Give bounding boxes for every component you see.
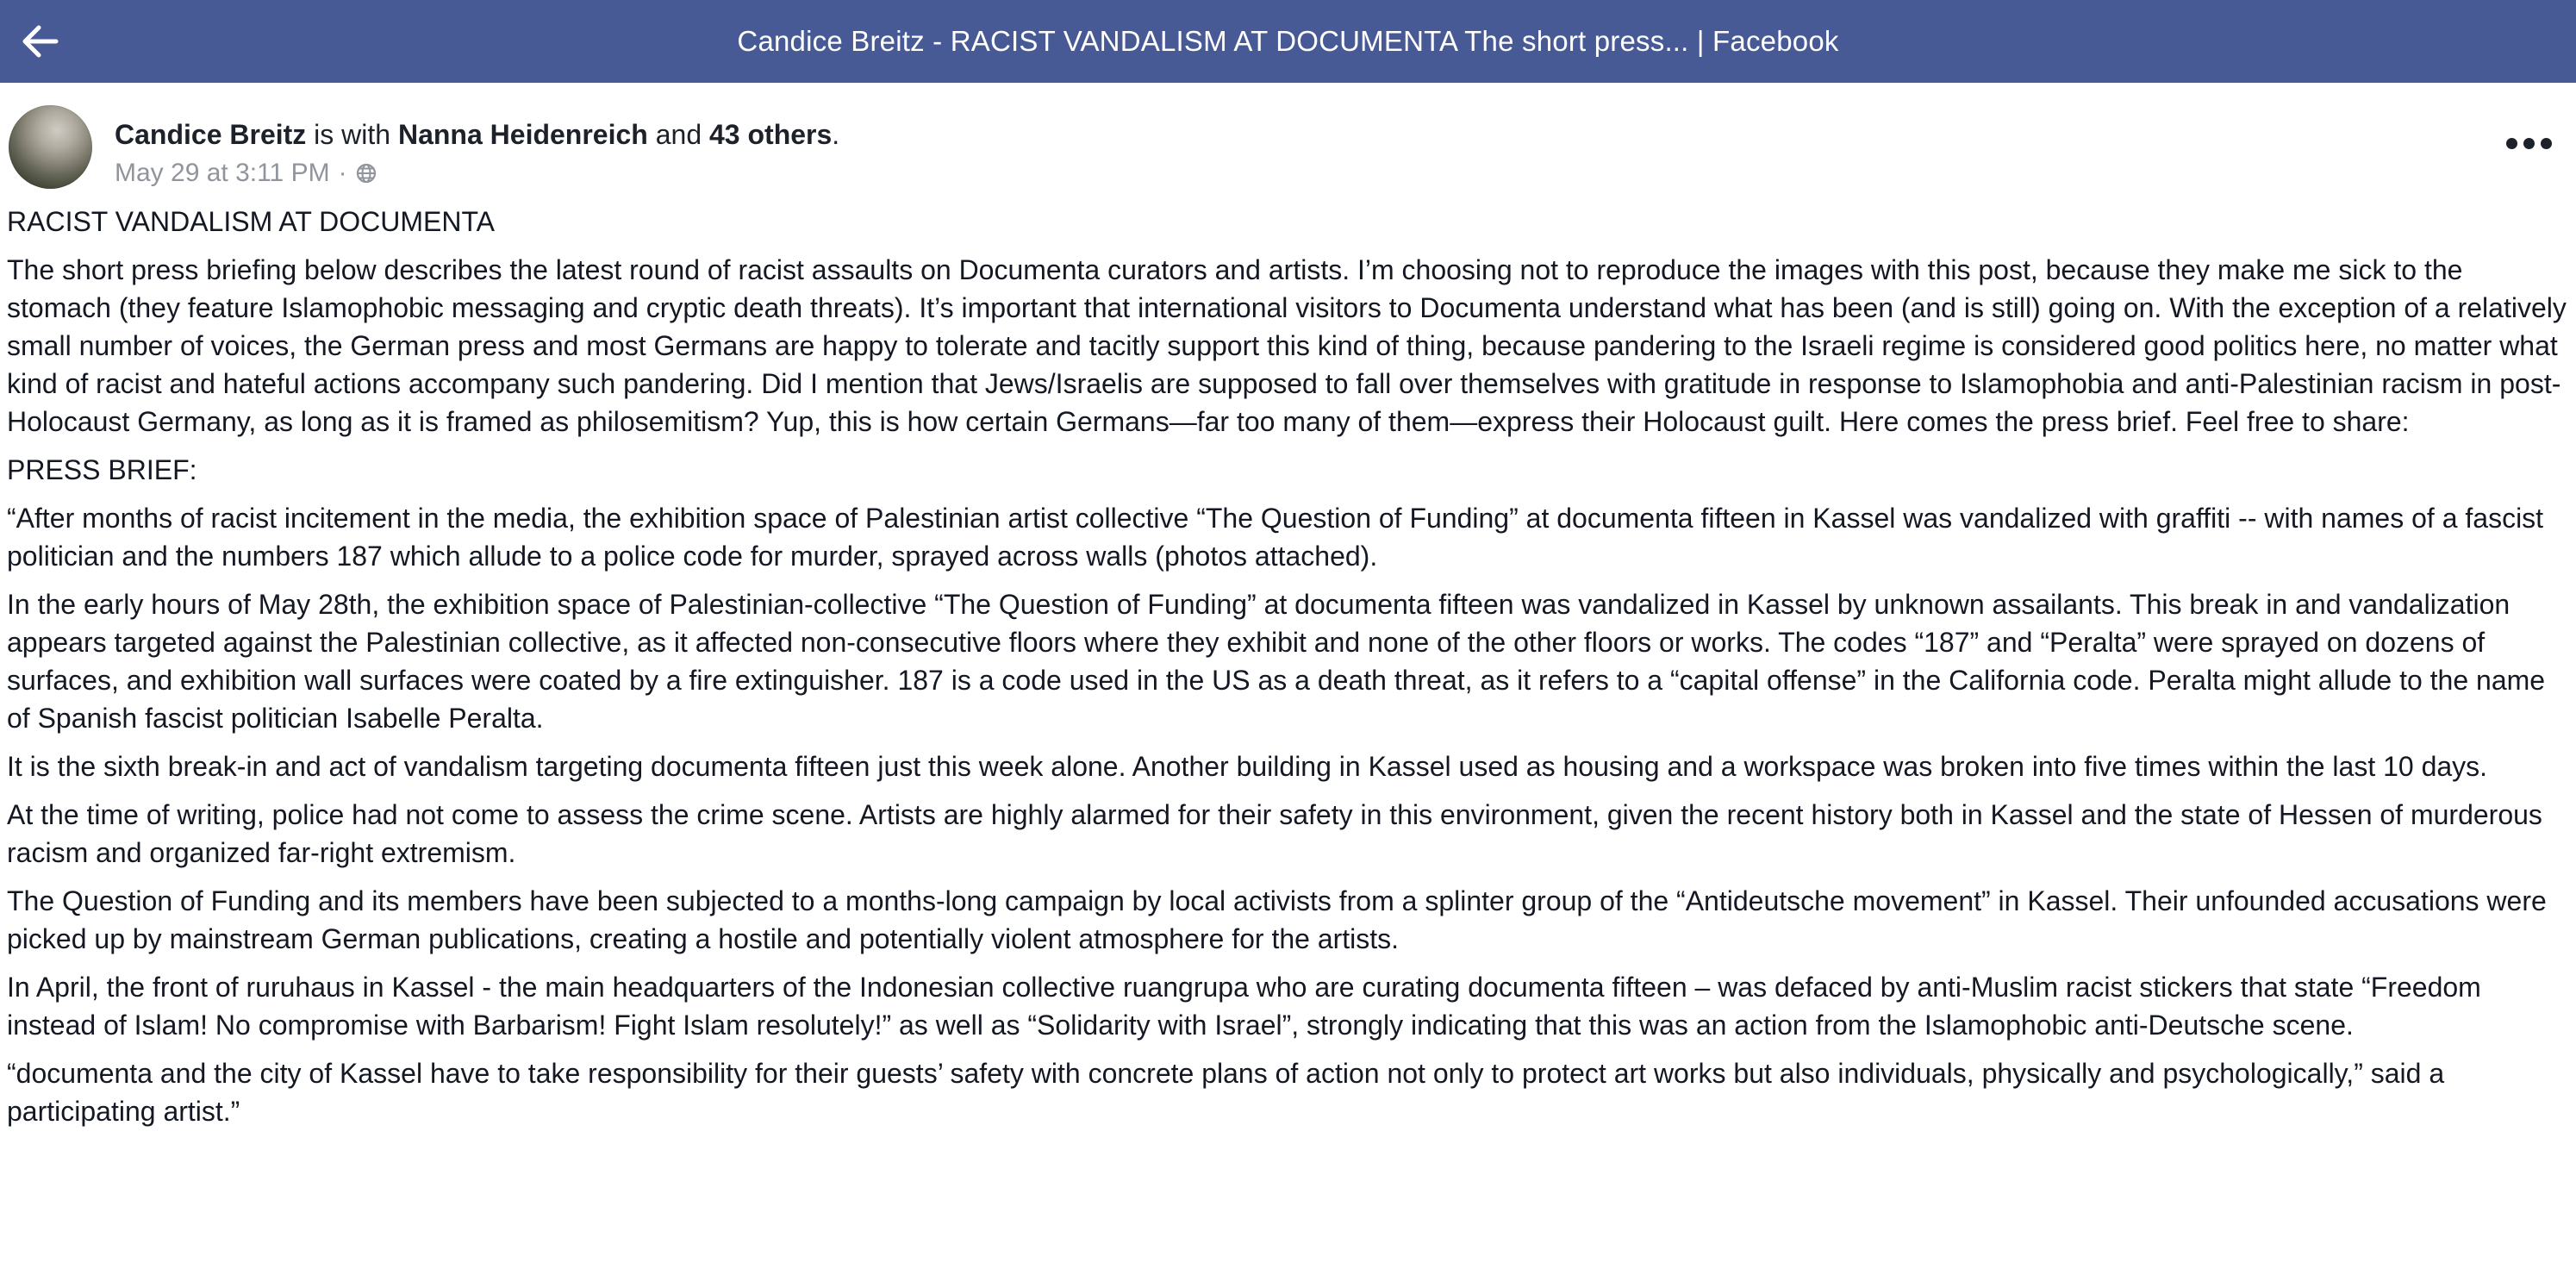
ellipsis-dot-icon xyxy=(2541,138,2552,149)
post-paragraph: “After months of racist incitement in the media, the exhibition space of Palestinian artist collective “The Question of Funding” at documenta fifteen in Kassel was vandalized with graffiti -- with names of a fascist politician and the numbers 187 which allude to a police code for murder, sprayed across walls (photos attached). xyxy=(7,503,2544,572)
post-paragraph: In April, the front of ruruhaus in Kassel - the main headquarters of the Indonesian collective ruangrupa who are curating documenta fifteen – was defaced by anti-Muslim racist stickers that state “Freedom instead of Islam! No compromise with Barbarism! Fight Islam resolutely!” as well as “Solidarity with Israel”, strongly indicating that this was an action from the Islamophobic anti-Deutsche scene. xyxy=(7,972,2481,1041)
post-paragraph: RACIST VANDALISM AT DOCUMENTA xyxy=(7,206,496,237)
others-count-link[interactable]: 43 others xyxy=(709,119,833,150)
post-timestamp[interactable]: May 29 at 3:11 PM xyxy=(115,159,330,187)
post-byline xyxy=(115,117,839,152)
meta-separator: · xyxy=(338,159,347,187)
post-header xyxy=(0,83,2576,192)
profile-avatar[interactable] xyxy=(9,105,92,189)
is-with-text: is with xyxy=(306,119,398,150)
topbar xyxy=(0,0,2576,83)
post-header-text xyxy=(115,105,839,188)
post-paragraph: In the early hours of May 28th, the exhibition space of Palestinian-collective “The Question of Funding” at documenta fifteen was vandalized in Kassel by unknown assailants. This break in and vandalization appears targeted against the Palestinian collective, as it affected non-consecutive floors where they exhibit and none of the other floors or works. The codes “187” and “Peralta” were sprayed on dozens of surfaces, and exhibition wall surfaces were coated by a fire extinguisher. 187 is a code used in the US as a death threat, as it refers to a “capital offense” in the California code. Peralta might allude to the name of Spanish fascist politician Isabelle Peralta. xyxy=(7,589,2546,734)
page-title: Candice Breitz - RACIST VANDALISM AT DOCUMENTA The short press... | Facebook xyxy=(737,25,1839,57)
back-button[interactable] xyxy=(17,19,62,64)
post-paragraph: PRESS BRIEF: xyxy=(7,454,197,485)
post-menu-button[interactable] xyxy=(2504,133,2554,154)
post-body xyxy=(0,192,2576,1130)
post-meta xyxy=(115,159,839,188)
post-paragraph: “documenta and the city of Kassel have to take responsibility for their guests’ safety with concrete plans of action not only to protect art works but also individuals, physically and psychologically,” said a participating artist.” xyxy=(7,1058,2445,1127)
ellipsis-dot-icon xyxy=(2506,138,2517,149)
and-text: and xyxy=(647,119,709,150)
byline-period: . xyxy=(832,119,840,150)
back-arrow-icon xyxy=(20,24,59,59)
post-paragraph: At the time of writing, police had not come to assess the crime scene. Artists are highly alarmed for their safety in this environment, given the recent history both in Kassel and the state of Hessen of murderous racism and organized far-right extremism. xyxy=(7,799,2542,868)
author-link[interactable]: Candice Breitz xyxy=(115,119,307,150)
tagged-friend-link[interactable]: Nanna Heidenreich xyxy=(397,119,648,150)
post-paragraph: The short press briefing below describes the latest round of racist assaults on Documenta curators and artists. I’m choosing not to reproduce the images with this post, because they make me sick to the stomach (they feature Islamophobic messaging and cryptic death threats). It’s important that international visitors to Documenta understand what has been (and is still) going on. With the exception of a relatively small number of voices, the German press and most Germans are happy to tolerate and tacitly support this kind of thing, because pandering to the Israeli regime is considered good politics here, no matter what kind of racist and hateful actions accompany such pandering. Did I mention that Jews/Israelis are supposed to fall over themselves with gratitude in response to Islamophobia and anti-Palestinian racism in post-Holocaust Germany, as long as it is framed as philosemitism? Yup, this is how certain Germans—far too many of them—express their Holocaust guilt. Here comes the press brief. Feel free to share: xyxy=(7,254,2567,437)
post-paragraph: The Question of Funding and its members have been subjected to a months-long campaign by local activists from a splinter group of the “Antideutsche movement” in Kassel. Their unfounded accusations were picked up by mainstream German publications, creating a hostile and potentially violent atmosphere for the artists. xyxy=(7,885,2547,954)
post-paragraph: It is the sixth break-in and act of vandalism targeting documenta fifteen just this week alone. Another building in Kassel used as housing and a workspace was broken into five times within the last 10 days. xyxy=(7,751,2488,782)
ellipsis-dot-icon xyxy=(2523,138,2535,149)
globe-icon xyxy=(356,163,377,184)
